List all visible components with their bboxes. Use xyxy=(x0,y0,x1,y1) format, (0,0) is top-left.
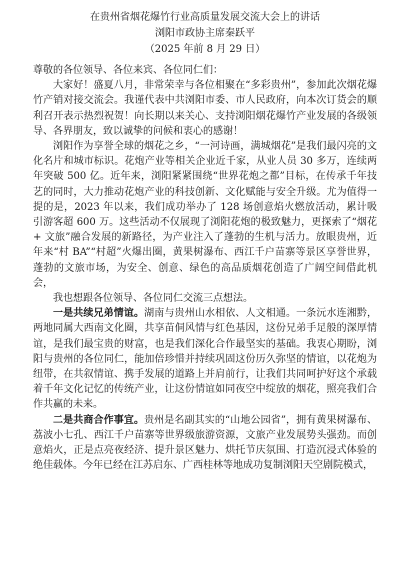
document-header xyxy=(33,10,377,58)
section-2 xyxy=(33,413,377,474)
section-1 xyxy=(33,306,377,412)
paragraph-liuyang-intro: 浏阳作为享誉全球的烟花之乡，“一河诗画，满城烟花”是我们最闪亮的文化名片和城市标识。花炮产业等相关企业近千家，从业人员 30 多万，连续两年突破 500 亿。近年来，浏阳紧紧围绕“世界花炮之都”目标，在传承千年技艺的同时，大力推动花炮产业的科技创新、文化赋能与安全升级。尤为值得一提的是，2023 年以来，我们成功举办了 128 场创意焰火燃放活动，累计吸引游客超 600 万。这些活动不仅展现了浏阳花炮的极致魅力，更探索了“烟花 + 文旅”融合发展的新路径，为产业注入了蓬勃的生机与活力。放眼贵州，近年来“村 BA”“村超”火爆出圈，黄果树瀑布、西江千户苗寨等景区享誉世界，蓬勃的文旅市场，为安全、创意、绿色的高品质烟花创造了广阔空间借此机会， xyxy=(33,141,377,289)
speech-date: （2025 年前 8 月 29 日） xyxy=(144,44,266,55)
section-2-text: 贵州是名副其实的“山地公园省”，拥有黄果树瀑布、荔波小七孔、西江千户苗寨等世界级旅游资源，文旅产业发展势头强劲。而创意焰火，正是点亮夜经济、提升景区魅力、烘托节庆氛围、打造沉浸式体验的绝佳载体。今年已经在江苏启东、广西桂林等地成功复制浏阳天空剧院模式， xyxy=(33,414,377,472)
section-1-heading: 一是共续兄弟情谊。 xyxy=(53,308,145,320)
speech-title: 在贵州省烟花爆竹行业高质量发展交流大会上的讲话 xyxy=(90,12,320,23)
paragraph-transition: 我也想跟各位领导、各位同仁交流三点想法。 xyxy=(53,293,253,305)
salutation: 尊敬的各位领导、各位来宾、各位同仁们： xyxy=(33,65,223,76)
section-1-text: 湖南与贵州山水相依、人文相通。一条沅水连湘黔，两地同属大西南文化圈，共享苗侗风情与红色基因，这份兄弟手足般的深厚情谊，是我们最宝贵的财富，也是我们深化合作最坚实的基础。我衷心期盼，浏阳与贵州的各位同仁，能加倍珍惜并持续巩固这份历久弥坚的情谊，以花炮为纽带，在共叙情谊、携手发展的道路上并肩前行，让我们共同呵护好这个承载着千年文化记忆的传统产业，让这份情谊如同夜空中绽放的烟花，照亮我们合作共赢的未来。 xyxy=(33,308,378,411)
speaker-line: 浏阳市政协主席秦跃平 xyxy=(155,28,255,39)
paragraph-greeting: 大家好！盛夏八月，非常荣幸与各位相聚在“多彩贵州”，参加此次烟花爆竹产销对接交流会。我谨代表中共浏阳市委、市人民政府，向本次订货会的顺利召开表示热烈祝贺！向长期以来关心、支持浏阳烟花爆竹产业发展的各级领导、各界朋友，致以诚挚的问候和衷心的感谢！ xyxy=(33,80,377,137)
section-2-heading: 二是共商合作事宜。 xyxy=(53,414,145,426)
